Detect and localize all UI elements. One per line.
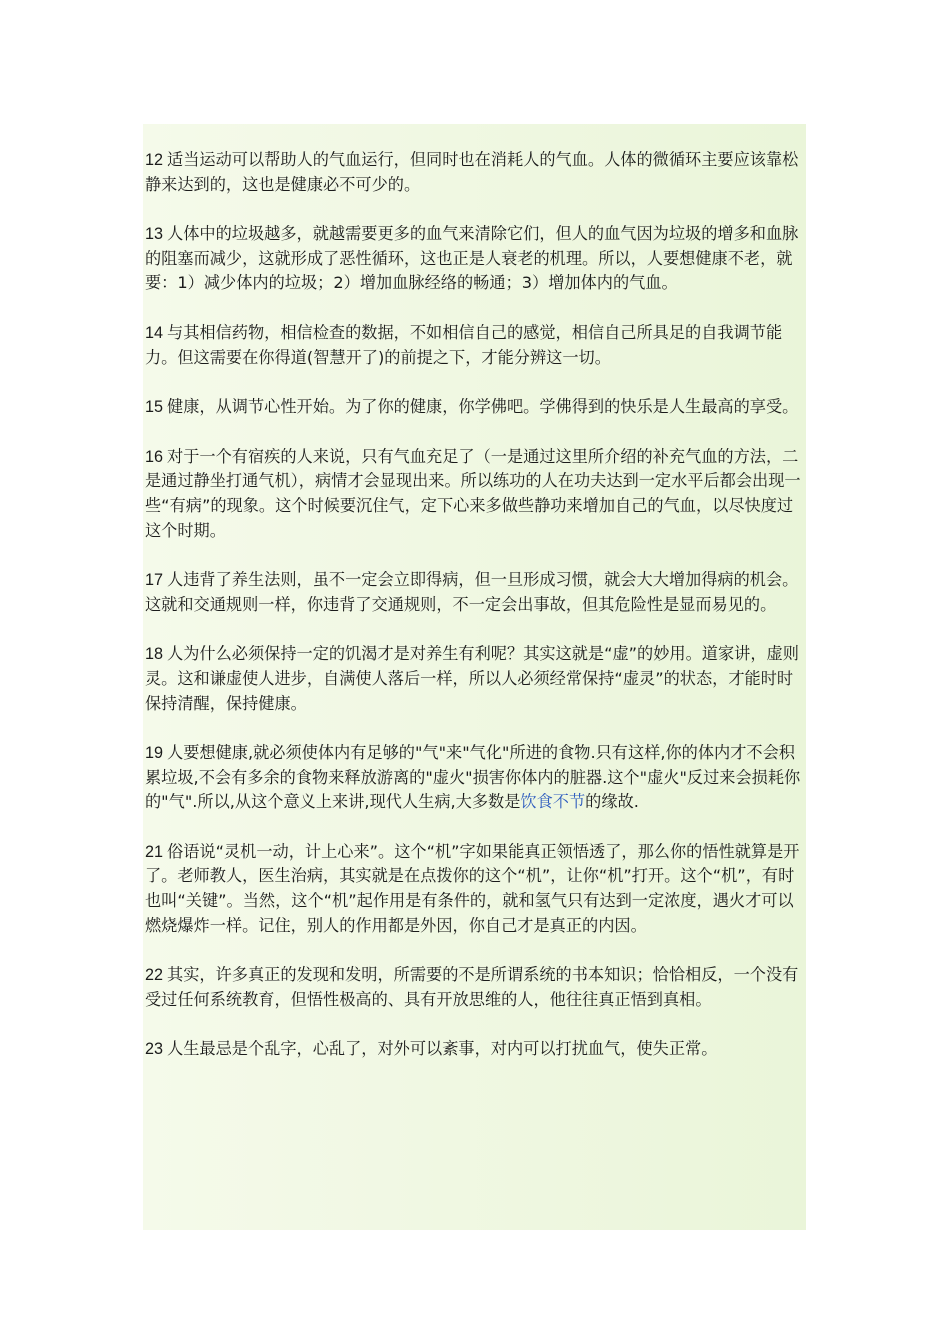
paragraph-text: 人体中的垃圾越多，就越需要更多的血气来清除它们，但人的血气因为垃圾的增多和血脉的阻塞而减少，这就形成了恶性循环，这也正是人衰老的机理。所以，人要想健康不老，就要：1）减少体内的垃圾；2）增加血脉经络的畅通；3）增加体内的气血。 [145, 224, 799, 293]
paragraph-text: 适当运动可以帮助人的气血运行，但同时也在消耗人的气血。人体的微循环主要应该靠松静来达到的，这也是健康必不可少的。 [145, 150, 799, 194]
paragraph-16 [145, 445, 805, 543]
paragraph-text: 对于一个有宿疾的人来说，只有气血充足了（一是通过这里所介绍的补充气血的方法，二是通过静坐打通气机），病情才会显现出来。所以练功的人在功夫达到一定水平后都会出现一些“有病”的现象。这个时候要沉住气，定下心来多做些静功来增加自己的气血，以尽快度过这个时期。 [145, 446, 801, 540]
paragraph-number: 12 [145, 151, 164, 169]
paragraph-text: 健康，从调节心性开始。为了你的健康，你学佛吧。学佛得到的快乐是人生最高的享受。 [167, 397, 799, 417]
paragraph-18 [145, 642, 805, 716]
paragraph-text: 人要想健康,就必须使体内有足够的"气"来"气化"所进的食物.只有这样,你的体内才不会积累垃圾,不会有多余的食物来释放游离的"虚火"损害你体内的脏器.这个"虚火"反过来会损耗你的"气".所以,从这个意义上来讲,现代人生病,大多数是 [145, 743, 801, 812]
paragraph-number: 22 [145, 966, 164, 985]
diet-link[interactable]: 饮食不节 [520, 792, 586, 812]
paragraph-number: 19 [145, 744, 164, 763]
paragraph-text: 人为什么必须保持一定的饥渴才是对养生有利呢？其实这就是“虚”的妙用。道家讲，虚则灵。这和谦虚使人进步，自满使人落后一样，所以人必须经常保持“虚灵”的状态，才能时时保持清醒，保持健康。 [145, 644, 799, 713]
paragraph-text: 人违背了养生法则，虽不一定会立即得病，但一旦形成习惯，就会大大增加得病的机会。这就和交通规则一样，你违背了交通规则，不一定会出事故，但其危险性是显而易见的。 [145, 570, 799, 614]
paragraph-17 [145, 568, 805, 617]
paragraph-number: 23 [145, 1040, 164, 1059]
paragraph-text: 与其相信药物，相信检查的数据，不如相信自己的感觉，相信自己所具足的自我调节能力。但这需要在你得道(智慧开了)的前提之下，才能分辨这一切。 [145, 322, 783, 367]
paragraph-number: 18 [145, 645, 164, 664]
paragraph-21 [145, 840, 805, 938]
paragraph-number: 14 [145, 323, 164, 342]
paragraph-text: 其实，许多真正的发现和发明，所需要的不是所谓系统的书本知识；恰恰相反，一个没有受过任何系统教育，但悟性极高的、具有开放思维的人，他往往真正悟到真相。 [145, 965, 799, 1009]
paragraph-15 [145, 395, 805, 420]
paragraph-number: 21 [145, 842, 164, 861]
paragraph-list [145, 148, 805, 1087]
paragraph-14 [145, 321, 805, 370]
paragraph-number: 16 [145, 447, 164, 466]
paragraph-12 [145, 148, 805, 197]
paragraph-23 [145, 1037, 805, 1062]
paragraph-text: 人生最忌是个乱字，心乱了，对外可以紊事，对内可以打扰血气，使失正常。 [167, 1039, 718, 1059]
paragraph-19 [145, 741, 805, 815]
paragraph-number: 13 [145, 225, 164, 244]
paragraph-22 [145, 963, 805, 1012]
paragraph-text: 俗语说“灵机一动，计上心来”。这个“机”字如果能真正领悟透了，那么你的悟性就算是开了。老师教人，医生治病，其实就是在点拨你的这个“机”，让你“机”打开。这个“机”，有时也叫“关键”。当然，这个“机”起作用是有条件的，就和氢气只有达到一定浓度，遇火才可以燃烧爆炸一样。记住，别人的作用都是外因，你自己才是真正的内因。 [145, 841, 800, 935]
paragraph-number: 17 [145, 571, 164, 590]
paragraph-text-after-link: 的缘故. [585, 792, 639, 812]
paragraph-13 [145, 222, 805, 296]
paragraph-number: 15 [145, 398, 164, 417]
